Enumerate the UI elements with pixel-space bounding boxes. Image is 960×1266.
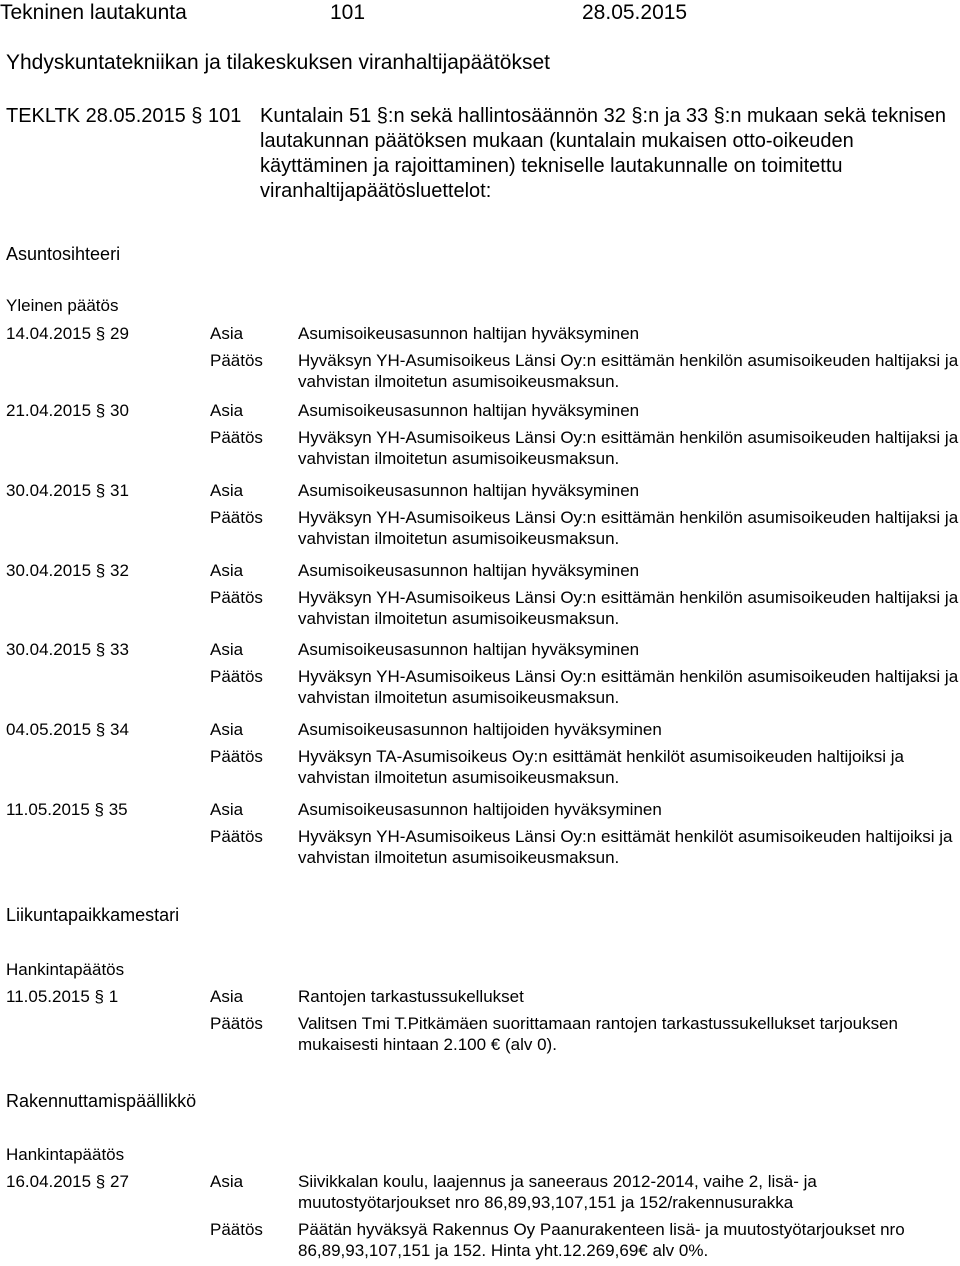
decision-entry: [6, 719, 960, 788]
decision-ref: 30.04.2015 § 31: [6, 481, 129, 500]
decision-ref: 11.05.2015 § 1: [6, 987, 119, 1006]
document-header: [0, 0, 688, 26]
decision-ref: 21.04.2015 § 30: [6, 401, 129, 420]
decision-ref: 11.05.2015 § 35: [6, 800, 128, 819]
decision-text: Valitsen Tmi T.Pitkämäen suorittamaan rantojen tarkastussukellukset tarjouksen mukaisesti hintaan 2.100 € (alv 0).: [298, 1014, 899, 1054]
decision-text: Hyväksyn YH-Asumisoikeus Länsi Oy:n esittämät henkilöt asumisoikeuden haltijoiksi ja vahvistan ilmoitetun asumisoikeusmaksun.: [298, 827, 953, 867]
intro-reference: TEKLTK 28.05.2015 § 101: [6, 105, 242, 127]
decision-text: Hyväksyn YH-Asumisoikeus Länsi Oy:n esittämän henkilön asumisoikeuden haltijaksi ja vahvistan ilmoitetun asumisoikeusmaksun.: [298, 428, 959, 468]
intro-text: Kuntalain 51 §:n sekä hallintosäännön 32 §:n ja 33 §:n mukaan sekä teknisen lautakunnan päätöksen mukaan (kuntalain mukaisen otto-oikeuden käyttäminen ja rajoittaminen) tekniselle lautakunnalle on toimitettu viranhaltijapäätösluettelot:: [260, 105, 947, 202]
section-number: 101: [330, 1, 366, 24]
decision-subject: Asumisoikeusasunnon haltijoiden hyväksyminen: [298, 720, 662, 739]
asia-label: Asia: [210, 401, 244, 420]
paatos-label: Päätös: [210, 588, 263, 607]
paatos-label: Päätös: [210, 1014, 263, 1033]
decision-entry: [6, 560, 960, 629]
decision-entry: [6, 323, 960, 392]
asia-label: Asia: [210, 1172, 244, 1191]
paatos-label: Päätös: [210, 827, 263, 846]
paatos-label: Päätös: [210, 667, 263, 686]
decision-subject: Asumisoikeusasunnon haltijan hyväksyminen: [298, 640, 640, 659]
paatos-label: Päätös: [210, 508, 263, 527]
decision-entry: [6, 986, 960, 1055]
decision-subject: Asumisoikeusasunnon haltijan hyväksyminen: [298, 481, 640, 500]
asia-label: Asia: [210, 481, 244, 500]
section-subtitle: Hankintapäätös: [6, 1145, 125, 1164]
decision-subject: Siivikkalan koulu, laajennus ja saneeraus 2012-2014, vaihe 2, lisä- ja muutostyötarjoukset nro 86,89,93,107,151 ja 152/rakennusurakka: [298, 1172, 817, 1212]
decision-subject: Asumisoikeusasunnon haltijan hyväksyminen: [298, 401, 640, 420]
asia-label: Asia: [210, 561, 244, 580]
decision-ref: 04.05.2015 § 34: [6, 720, 129, 739]
asia-label: Asia: [210, 324, 244, 343]
meeting-date: 28.05.2015: [582, 1, 688, 24]
section-title-asuntosihteeri: Asuntosihteeri: [6, 244, 121, 264]
paatos-label: Päätös: [210, 747, 263, 766]
decision-text: Hyväksyn TA-Asumisoikeus Oy:n esittämät henkilöt asumisoikeuden haltijoiksi ja vahvistan ilmoitetun asumisoikeusmaksun.: [298, 747, 904, 787]
asia-label: Asia: [210, 720, 244, 739]
section-subtitle: Hankintapäätös: [6, 960, 125, 979]
decision-entry: [6, 400, 960, 469]
decision-ref: 30.04.2015 § 32: [6, 561, 129, 580]
decision-subject: Asumisoikeusasunnon haltijoiden hyväksyminen: [298, 800, 662, 819]
asia-label: Asia: [210, 640, 244, 659]
decision-subject: Rantojen tarkastussukellukset: [298, 987, 524, 1006]
committee-name: Tekninen lautakunta: [0, 1, 187, 24]
document-title: Yhdyskuntatekniikan ja tilakeskuksen viranhaltijapäätökset: [6, 51, 550, 74]
decision-text: Hyväksyn YH-Asumisoikeus Länsi Oy:n esittämän henkilön asumisoikeuden haltijaksi ja vahvistan ilmoitetun asumisoikeusmaksun.: [298, 667, 959, 707]
decision-entry: [6, 639, 960, 708]
paatos-label: Päätös: [210, 428, 263, 447]
paatos-label: Päätös: [210, 351, 263, 370]
section-title-liikuntapaikkamestari: Liikuntapaikkamestari: [6, 905, 180, 925]
decision-entry: [6, 799, 960, 868]
section-subtitle: Yleinen päätös: [6, 296, 119, 315]
decision-entry: [6, 1171, 960, 1261]
decision-ref: 16.04.2015 § 27: [6, 1172, 129, 1191]
asia-label: Asia: [210, 800, 244, 819]
decision-text: Päätän hyväksyä Rakennus Oy Paanurakenteen lisä- ja muutostyötarjoukset nro 86,89,93,107,151 ja 152. Hinta yht.12.269,69€ alv 0%.: [298, 1220, 905, 1260]
asia-label: Asia: [210, 987, 244, 1006]
decision-text: Hyväksyn YH-Asumisoikeus Länsi Oy:n esittämän henkilön asumisoikeuden haltijaksi ja vahvistan ilmoitetun asumisoikeusmaksun.: [298, 508, 959, 548]
decision-text: Hyväksyn YH-Asumisoikeus Länsi Oy:n esittämän henkilön asumisoikeuden haltijaksi ja vahvistan ilmoitetun asumisoikeusmaksun.: [298, 351, 959, 391]
paatos-label: Päätös: [210, 1220, 263, 1239]
decision-subject: Asumisoikeusasunnon haltijan hyväksyminen: [298, 561, 640, 580]
decision-text: Hyväksyn YH-Asumisoikeus Länsi Oy:n esittämän henkilön asumisoikeuden haltijaksi ja vahvistan ilmoitetun asumisoikeusmaksun.: [298, 588, 959, 628]
section-title-rakennuttamispaallikko: Rakennuttamispäällikkö: [6, 1091, 197, 1111]
decision-ref: 14.04.2015 § 29: [6, 324, 129, 343]
decision-entry: [6, 480, 960, 549]
decision-ref: 30.04.2015 § 33: [6, 640, 129, 659]
decision-subject: Asumisoikeusasunnon haltijan hyväksyminen: [298, 324, 640, 343]
